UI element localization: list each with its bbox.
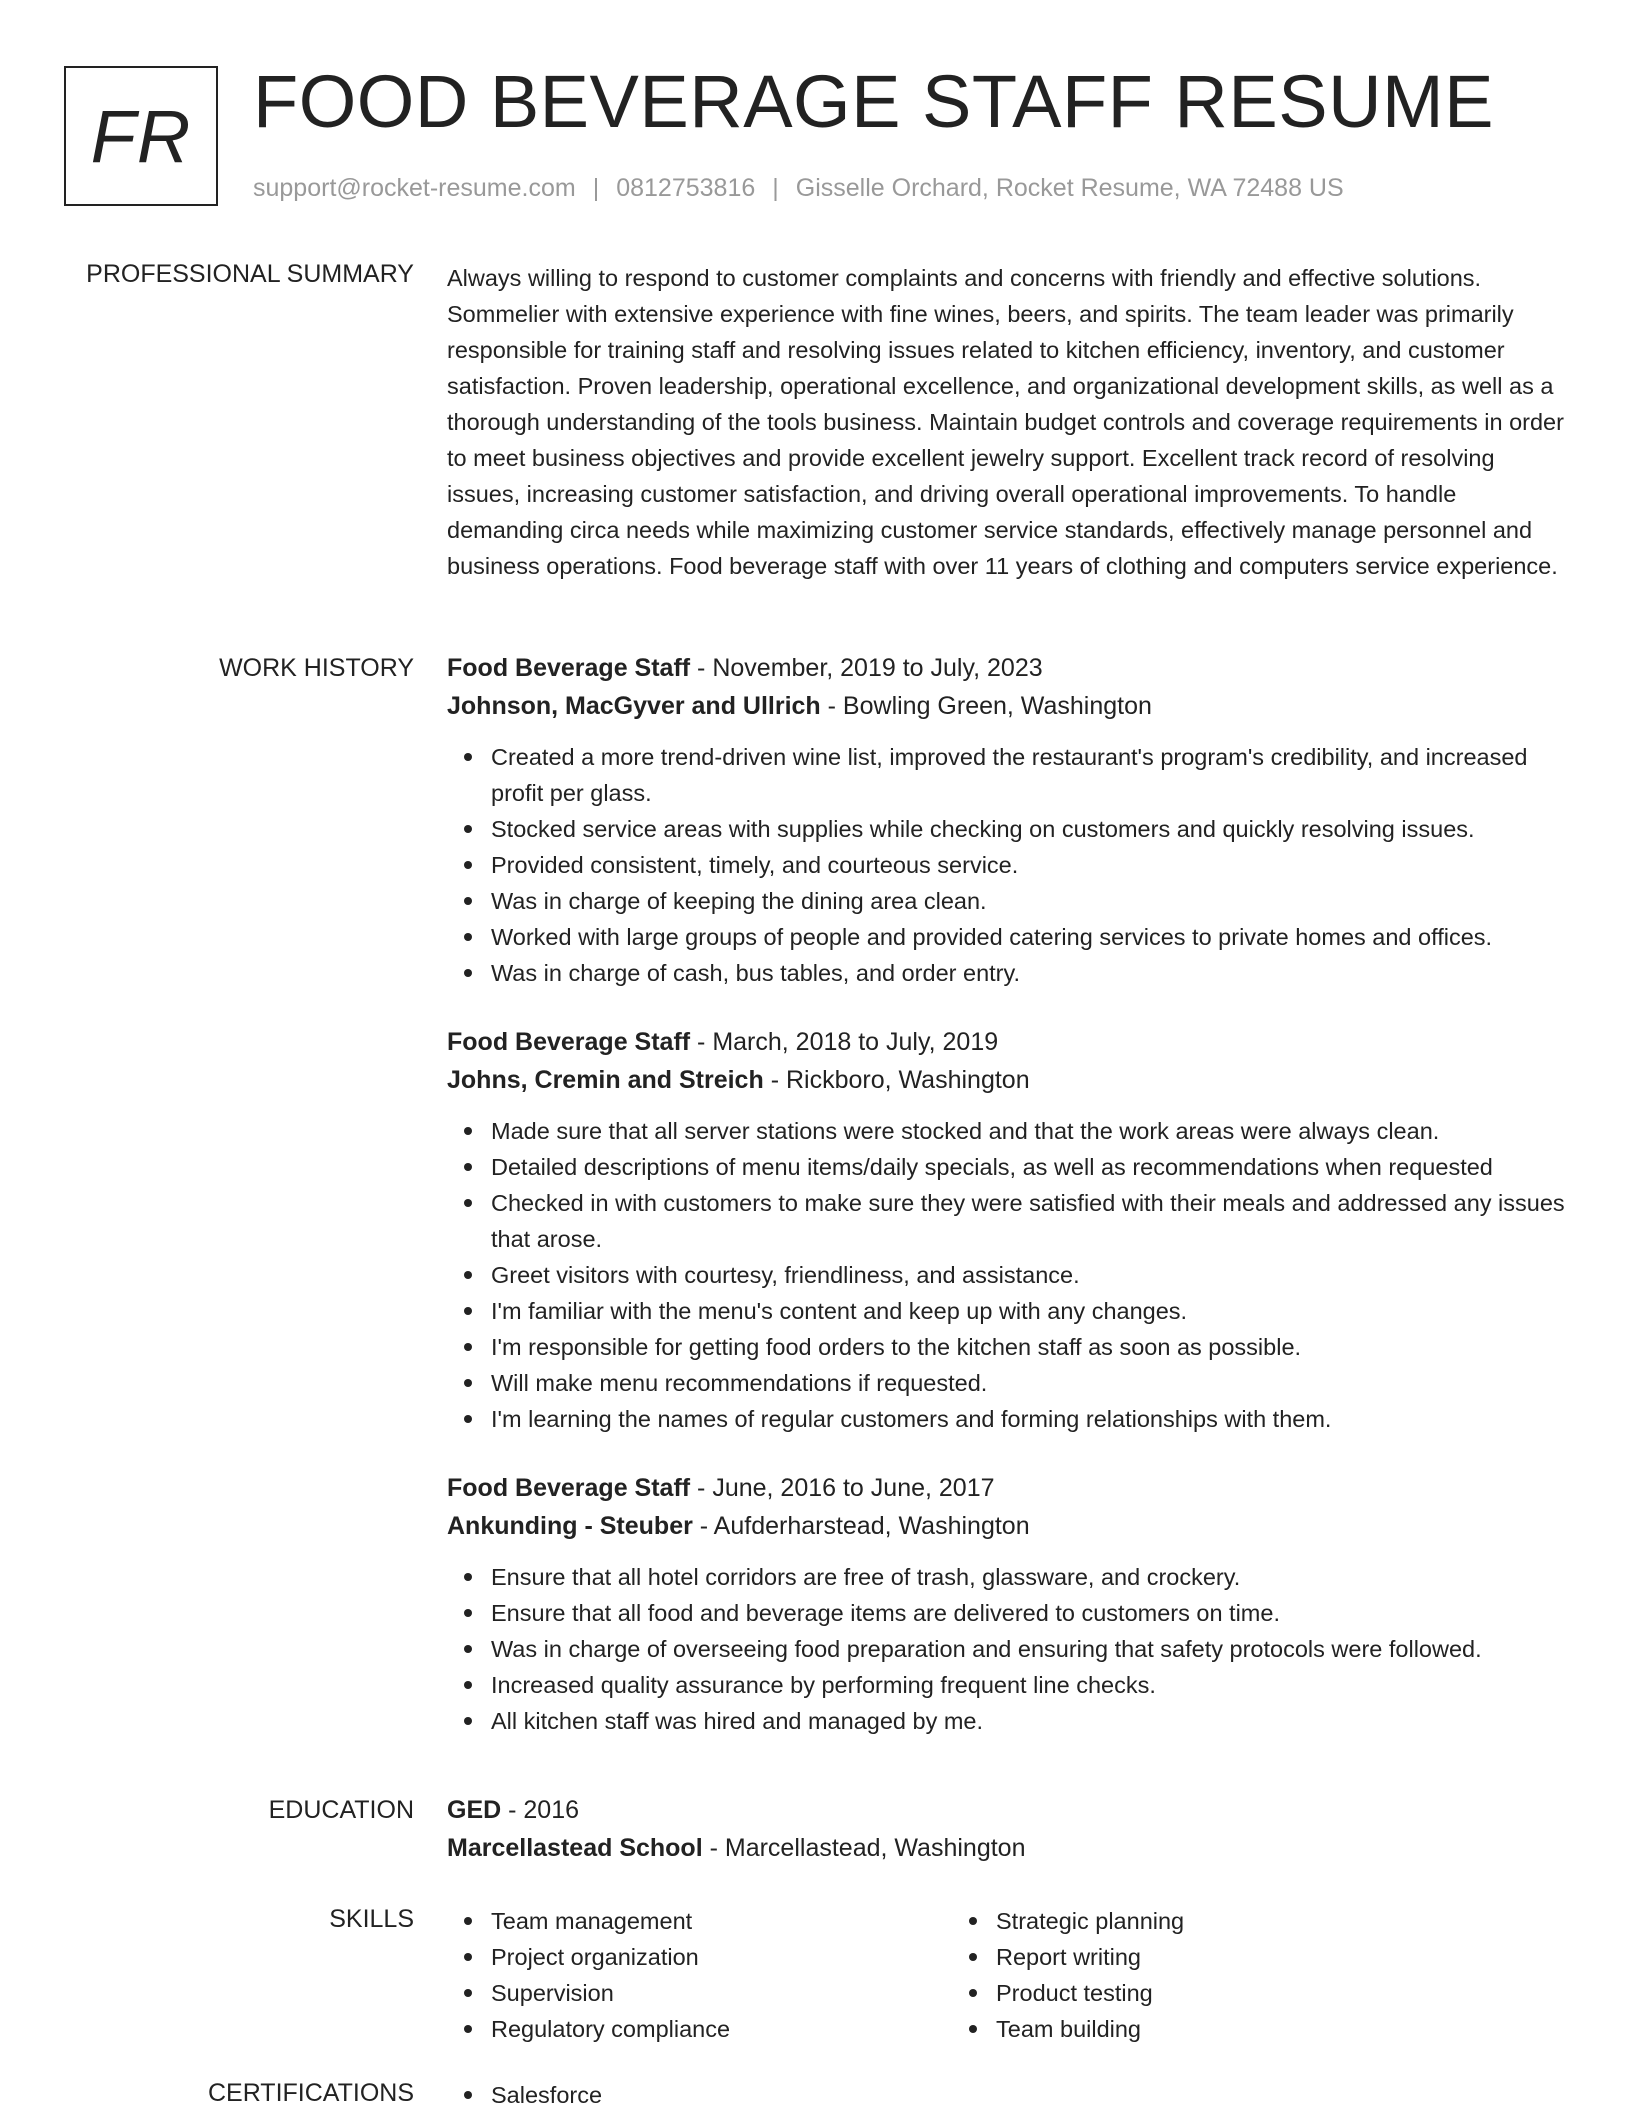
- summary-body: [447, 260, 1572, 584]
- skills-columns: [447, 1903, 1572, 2047]
- section-label-certifications: CERTIFICATIONS: [207, 2079, 414, 2107]
- education-location: - Marcellastead, Washington: [702, 1834, 1026, 1862]
- list-item: Product testing: [996, 1975, 1512, 2011]
- list-item: I'm familiar with the menu's content and keep up with any changes.: [491, 1293, 1572, 1329]
- certifications-list: [447, 2077, 1572, 2112]
- list-item: Made sure that all server stations were stocked and that the work areas were always clean.: [491, 1113, 1572, 1149]
- list-item: Checked in with customers to make sure they were satisfied with their meals and addressed any issues that arose.: [491, 1185, 1572, 1257]
- job-company-line: [447, 1507, 1572, 1545]
- list-item: Created a more trend-driven wine list, improved the restaurant's program's credibility, and increased profit per glass.: [491, 739, 1572, 811]
- contact-separator: |: [772, 174, 779, 202]
- education-degree: GED: [447, 1796, 502, 1824]
- job-company: Ankunding - Steuber: [447, 1512, 693, 1540]
- education-school: Marcellastead School: [447, 1834, 703, 1862]
- list-item: Salesforce: [491, 2077, 1572, 2112]
- page-title: FOOD BEVERAGE STAFF RESUME: [253, 60, 1495, 143]
- list-item: Regulatory compliance: [491, 2011, 952, 2047]
- job-bullets: [447, 1113, 1572, 1437]
- job-title: Food Beverage Staff: [447, 1028, 691, 1056]
- job-dates: - March, 2018 to July, 2019: [690, 1028, 999, 1056]
- list-item: Will make menu recommendations if requested.: [491, 1365, 1572, 1401]
- list-item: Greet visitors with courtesy, friendliness, and assistance.: [491, 1257, 1572, 1293]
- list-item: Team management: [491, 1903, 952, 1939]
- skills-list-right: [952, 1903, 1512, 2047]
- list-item: Provided consistent, timely, and courteous service.: [491, 847, 1572, 883]
- job-company: Johnson, MacGyver and Ullrich: [447, 692, 821, 720]
- contact-email: support@rocket-resume.com: [253, 174, 576, 202]
- education-school-line: [447, 1829, 1572, 1867]
- job-company-line: [447, 1061, 1572, 1099]
- list-item: Project organization: [491, 1939, 952, 1975]
- list-item: Was in charge of cash, bus tables, and order entry.: [491, 955, 1572, 991]
- job-title-line: [447, 649, 1572, 687]
- work-history-body: [447, 649, 1572, 1771]
- education-degree-line: [447, 1791, 1572, 1829]
- job-location: - Aufderharstead, Washington: [692, 1512, 1030, 1540]
- monogram: FR: [64, 66, 218, 206]
- list-item: Was in charge of overseeing food preparation and ensuring that safety protocols were followed.: [491, 1631, 1572, 1667]
- job-dates: - November, 2019 to July, 2023: [690, 654, 1043, 682]
- list-item: Team building: [996, 2011, 1512, 2047]
- education-year: - 2016: [501, 1796, 580, 1824]
- education-body: [447, 1791, 1572, 1867]
- section-label-summary: PROFESSIONAL SUMMARY: [86, 260, 414, 288]
- contact-address: Gisselle Orchard, Rocket Resume, WA 72488 US: [795, 174, 1344, 202]
- section-label-skills: SKILLS: [329, 1905, 414, 1933]
- job-bullets: [447, 739, 1572, 991]
- summary-text: Always willing to respond to customer complaints and concerns with friendly and effective solutions. Sommelier with extensive experience with fine wines, beers, and spirits. The team leader was primarily responsible for training staff and resolving issues related to kitchen efficiency, inventory, and customer satisfaction. Proven leadership, operational excellence, and organizational development skills, as well as a thorough understanding of the tools business. Maintain budget controls and coverage requirements in order to meet business objectives and provide excellent jewelry support. Excellent track record of resolving issues, increasing customer satisfaction, and driving overall operational improvements. To handle demanding circa needs while maximizing customer service standards, effectively manage personnel and business operations. Food beverage staff with over 11 years of clothing and computers service experience.: [447, 265, 1564, 579]
- job-entry: [447, 1023, 1572, 1437]
- list-item: Ensure that all hotel corridors are free of trash, glassware, and crockery.: [491, 1559, 1572, 1595]
- section-label-work-history: WORK HISTORY: [219, 654, 414, 682]
- list-item: Detailed descriptions of menu items/daily specials, as well as recommendations when requested: [491, 1149, 1572, 1185]
- job-location: - Bowling Green, Washington: [820, 692, 1152, 720]
- list-item: Supervision: [491, 1975, 952, 2011]
- contact-separator: |: [592, 174, 600, 202]
- list-item: Worked with large groups of people and provided catering services to private homes and offices.: [491, 919, 1572, 955]
- list-item: Stocked service areas with supplies while checking on customers and quickly resolving issues.: [491, 811, 1572, 847]
- contact-phone: 0812753816: [616, 174, 756, 202]
- job-company: Johns, Cremin and Streich: [447, 1066, 764, 1094]
- job-title: Food Beverage Staff: [447, 654, 691, 682]
- job-dates: - June, 2016 to June, 2017: [690, 1474, 995, 1502]
- job-title: Food Beverage Staff: [447, 1474, 691, 1502]
- job-location: - Rickboro, Washington: [763, 1066, 1030, 1094]
- skills-body: [447, 1903, 1572, 2047]
- job-title-line: [447, 1469, 1572, 1507]
- section-label-education: EDUCATION: [268, 1796, 414, 1824]
- job-bullets: [447, 1559, 1572, 1739]
- contact-line: [253, 174, 1344, 203]
- list-item: Increased quality assurance by performing frequent line checks.: [491, 1667, 1572, 1703]
- job-title-line: [447, 1023, 1572, 1061]
- list-item: Report writing: [996, 1939, 1512, 1975]
- job-entry: [447, 649, 1572, 991]
- skills-list-left: [447, 1903, 952, 2047]
- list-item: All kitchen staff was hired and managed by me.: [491, 1703, 1572, 1739]
- list-item: Was in charge of keeping the dining area clean.: [491, 883, 1572, 919]
- job-entry: [447, 1469, 1572, 1739]
- certifications-body: [447, 2077, 1572, 2112]
- job-company-line: [447, 687, 1572, 725]
- list-item: I'm responsible for getting food orders to the kitchen staff as soon as possible.: [491, 1329, 1572, 1365]
- list-item: Strategic planning: [996, 1903, 1512, 1939]
- list-item: I'm learning the names of regular customers and forming relationships with them.: [491, 1401, 1572, 1437]
- list-item: Ensure that all food and beverage items are delivered to customers on time.: [491, 1595, 1572, 1631]
